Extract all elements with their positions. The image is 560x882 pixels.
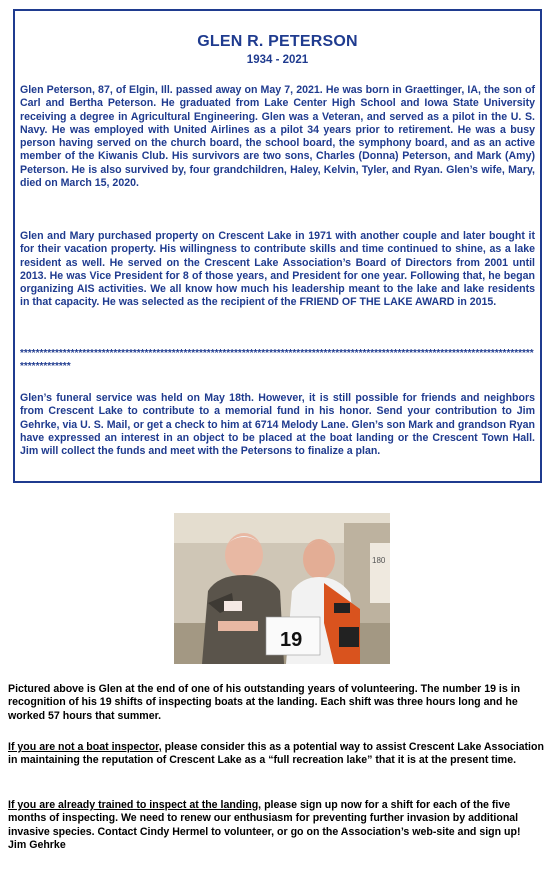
signature: Jim Gehrke [8,839,66,852]
sign-number: 19 [280,629,303,651]
star-separator: ************************************************************************************************************************************************* [20,348,534,372]
inspector-recruit-paragraph [8,741,548,768]
inspector-recruit-text: please consider this as a potential way to assist Crescent Lake Association in maintaining the reputation of Crescent Lake as a “full recreation lake” that it is at the present time. [8,741,544,767]
obituary-title: GLEN R. PETERSON [197,33,358,50]
obituary-box [13,9,542,483]
wall-sign-text: 180 [372,556,386,565]
volunteer-photo [174,513,390,664]
obituary-paragraph-2: Glen and Mary purchased property on Crescent Lake in 1971 with another couple and later bought it for their vacation property. His willingness to contribute skills and time continued to shine, as a lake resident as well. He served on the Crescent Lake Association’s Board of Directors from 2001 until 2013. He was Vice President for 8 of those years, and President for one year. Following that, he began organizing AIS activities. We all know how much his leadership meant to the lake and lake residents in that capacity. He was selected as the recipient of the FRIEND OF THE LAKE AWARD in 2015. [20,230,535,309]
obituary-paragraph-3: Glen’s funeral service was held on May 18th. However, it is still possible for friends and neighbors from Crescent Lake to contribute to a memorial fund in his honor. Send your contribution to Jim Gehrke, via U. S. Mail, or get a check to him at 6714 Melody Lane. Glen’s son Mark and grandson Ryan have expressed an interest in an object to be placed at the boat landing or the Crescent Town Hall. Jim will collect the funds and meet with the Petersons to finalize a plan. [20,392,535,458]
inspector-recruit-lead: If you are not a boat inspector, [8,741,162,753]
inspector-signup-paragraph [8,799,548,853]
photo-caption: Pictured above is Glen at the end of one of his outstanding years of volunteering. The number 19 is in recognition of his 19 shifts of inspecting boats at the landing. Each shift was three hours long and he worked 57 hours that summer. [8,683,521,722]
obituary-paragraph-1: Glen Peterson, 87, of Elgin, Ill. passed away on May 7, 2021. He was born in Graettinger, IA, the son of Carl and Bertha Peterson. He graduated from Lake Center High School and Iowa State University receiving a degree in Agricultural Engineering. Glen was a Veteran, and served as a pilot in the U. S. Navy. He was employed with United Airlines as a pilot 34 years prior to retirement. He was a busy person having served on the church board, the school board, the symphony board, and as an active member of the Kiwanis Club. His survivors are two sons, Charles (Donna) Peterson, and Mark (Amy) Peterson. He is also survived by, four grandchildren, Haley, Kelvin, Tyler, and Ryan. Glen’s wife, Mary, died on March 15, 2020. [20,84,535,190]
inspector-signup-text: please sign up now for a shift for each of the five months of inspecting. We need to renew our enthusiasm for preventing further invasion by additional invasive species. Contact Cindy Hermel to volunteer, or go on the Association’s web-site and sign up! [8,799,521,838]
inspector-signup-lead: If you are already trained to inspect at the landing, [8,799,262,811]
obituary-years: 1934 - 2021 [246,54,309,66]
